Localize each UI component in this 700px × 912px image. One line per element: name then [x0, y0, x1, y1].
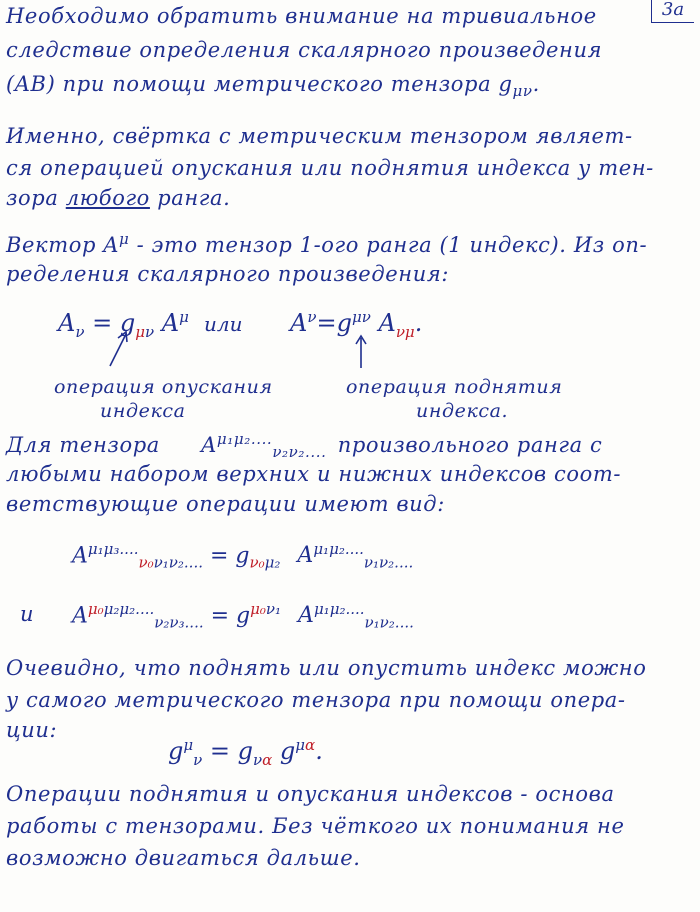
text-line: Необходимо обратить внимание на тривиальное — [6, 4, 597, 28]
equation-lowering: $A_\nu = g_{\mu\nu}$ $A^\mu$ — [58, 308, 189, 341]
text-line: Вектор $A^\mu$ - это тензор 1-ого ранга (1 индекс). Из оп- — [6, 230, 648, 257]
or-word: или — [204, 312, 243, 336]
caption-lowering: операция опускания — [54, 376, 273, 398]
text-line: ции: — [6, 718, 58, 742]
page-number: 3a — [651, 0, 694, 23]
text-line: Операции поднятия и опускания индексов - основа — [6, 782, 615, 806]
underlined-word: любого — [65, 186, 150, 210]
text-line: Очевидно, что поднять или опустить индекс можно — [6, 656, 647, 680]
text-line: зора любого ранга. — [6, 186, 231, 210]
text-line: работы с тензорами. Без чёткого их понимания не — [6, 814, 625, 838]
equation-metric-raising: $g^\mu_\nu = g_{\nu\alpha}$ $g^{\mu\alpha}$. — [168, 736, 323, 769]
caption-raising: операция поднятия — [346, 376, 563, 398]
caption-lowering: индекса — [100, 400, 186, 422]
arrow-up-icon — [108, 328, 132, 368]
text-line: Именно, свёртка с метрическим тензором являет- — [6, 124, 633, 148]
text-line: у самого метрического тензора при помощи опера- — [6, 688, 626, 712]
text-line: следствие определения скалярного произведения — [6, 38, 603, 62]
caption-raising: индекса. — [416, 400, 509, 422]
arrow-up-icon — [354, 334, 368, 370]
text-line: любыми набором верхних и нижних индексов соот- — [6, 462, 622, 486]
text-line: Для тензора $A^{\mu_1\mu_2....}_{\nu_2\nu_2....}$ произвольного ранга с — [6, 430, 603, 462]
and-word: и — [20, 602, 34, 626]
equation-general-raising: $A^{\mu_0\mu_2\mu_2....}_{\nu_2\nu_3....} = g^{\mu_0\nu_1}$ $A^{\mu_1\mu_2....}_{\nu_1\nu_2....}$ — [72, 600, 414, 632]
text-line: возможно двигаться дальше. — [6, 846, 361, 870]
text-line: ся операцией опускания или поднятия индекса у тен- — [6, 156, 654, 180]
text-line: ределения скалярного произведения: — [6, 262, 450, 286]
equation-general-lowering: $A^{\mu_1\mu_3....}_{\nu_0\nu_1\nu_2....} = g_{\nu_0\mu_2}$ $A^{\mu_1\mu_2....}_{\nu_1\nu_2....}$ — [72, 540, 414, 572]
text-line: (AB) при помощи метрического тензора $g_{\mu\nu}$. — [6, 72, 540, 101]
equation-raising: $A^\nu=g^{\mu\nu}$ $A_{\nu\mu}$. — [290, 308, 423, 341]
text-line: ветствующие операции имеют вид: — [6, 492, 445, 516]
